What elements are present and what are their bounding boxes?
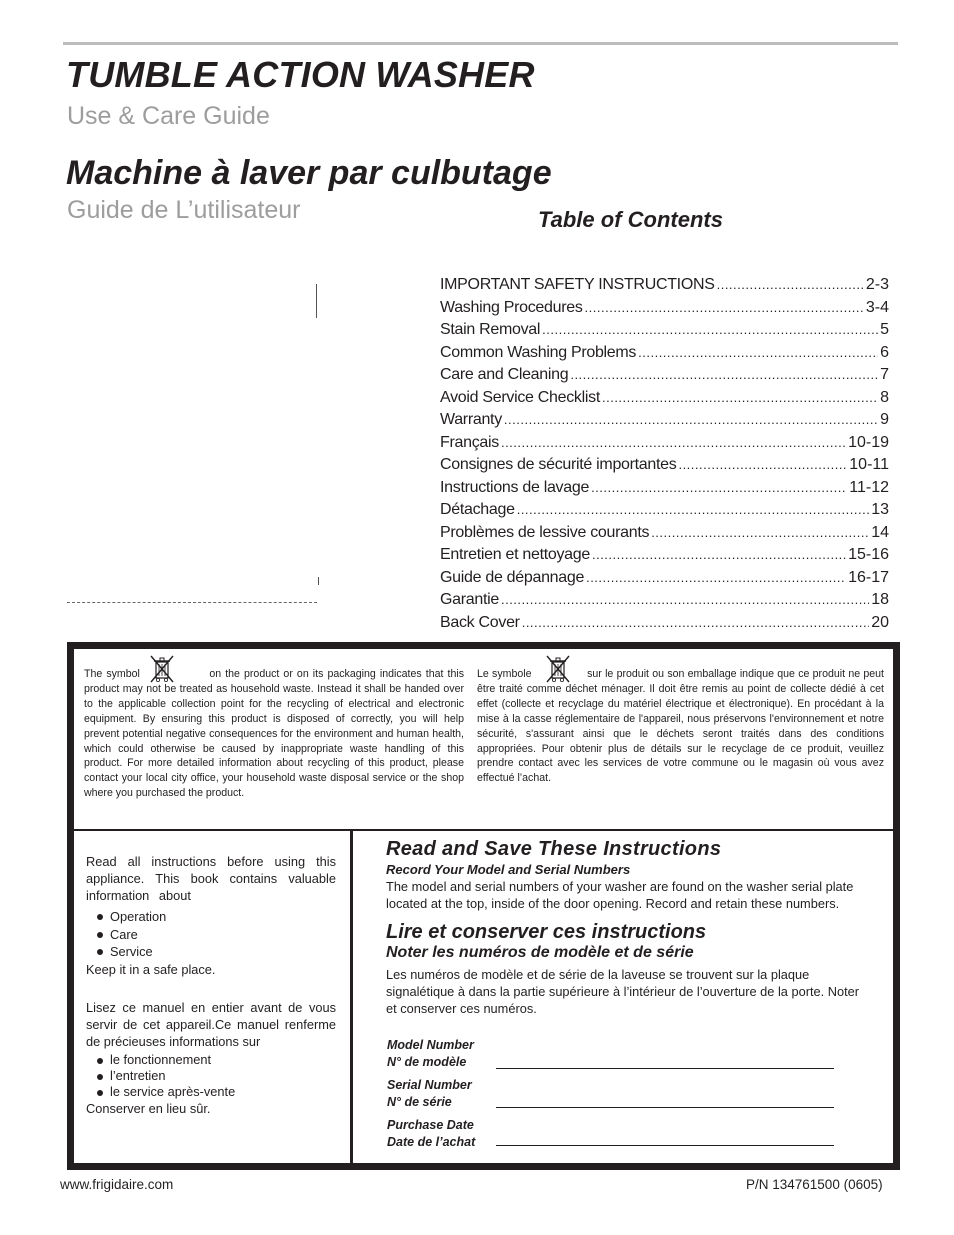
purchase-date-label	[387, 1117, 475, 1151]
toc-entry[interactable]	[440, 299, 889, 322]
toc-entry[interactable]	[440, 321, 889, 344]
field-label-english: Model Number	[387, 1038, 474, 1052]
record-numbers-heading: Record Your Model and Serial Numbers	[386, 862, 631, 877]
toc-entry-label: Détachage	[440, 501, 515, 518]
toc-entry-label: Problèmes de lessive courants	[440, 523, 650, 541]
toc-leader	[504, 412, 878, 427]
toc-leader	[651, 525, 869, 540]
toc-leader	[586, 570, 846, 585]
table-of-contents	[440, 276, 889, 636]
list-item: l’entretien	[96, 1068, 336, 1084]
field-label-english: Purchase Date	[387, 1118, 474, 1132]
english-outro: Keep it in a safe place.	[86, 961, 216, 977]
toc-entry-page: 18	[871, 591, 889, 608]
subtitle-french: Guide de L’utilisateur	[67, 196, 301, 224]
field-label-french: Date de l’achat	[387, 1135, 476, 1149]
toc-entry-page: 16-17	[848, 568, 889, 586]
toc-entry-page: 7	[880, 366, 889, 383]
toc-entry-page: 5	[880, 321, 889, 338]
toc-entry[interactable]	[440, 614, 889, 637]
toc-leader	[517, 502, 870, 517]
toc-entry[interactable]	[440, 434, 889, 457]
toc-entry-page: 8	[880, 388, 889, 406]
list-item: Operation	[96, 908, 336, 926]
weee-notice-french: Le symbole sur le produit ou son emballage indique que ce produit ne peut être traité comme déchet ménager. Il doit être remis au point de collecte dédié à cet effet (collecte et recyclage du matériel électrique et électronique). En procédant à la mise à la casse réglementaire de l'appareil, nous préservons l'environnement et notre sécurité, s'assurant ainsi que le déchets seront traités dans des conditions appropriées. Pour obtenir plus de détails sur le recyclage de ce produit, veuillez prendre contact avec les services de votre commune ou le magasin où vous avez effectué l’achat.	[477, 668, 887, 785]
serial-number-field[interactable]	[496, 1107, 834, 1108]
toc-entry[interactable]	[440, 569, 889, 592]
read-instructions-column	[86, 853, 336, 1117]
toc-entry-label: Common Washing Problems	[440, 343, 637, 361]
english-topics-list	[96, 908, 336, 961]
model-serial-column	[386, 838, 866, 1017]
toc-entry-label: Garantie	[440, 591, 499, 608]
list-item: Service	[96, 943, 336, 961]
toc-entry-label: Entretien et nettoyage	[440, 546, 590, 563]
toc-entry[interactable]	[440, 591, 889, 614]
toc-entry[interactable]	[440, 389, 889, 412]
subtitle-english: Use & Care Guide	[67, 102, 270, 130]
toc-entry[interactable]	[440, 366, 889, 389]
toc-entry-label: Guide de dépannage	[440, 568, 585, 586]
english-intro: Read all instructions before using this appliance. This book contains valuable information about	[86, 854, 336, 903]
toc-entry-label: Consignes de sécurité importantes	[440, 456, 677, 473]
toc-entry-page: 20	[871, 613, 889, 631]
toc-entry[interactable]	[440, 524, 889, 547]
toc-entry[interactable]	[440, 479, 889, 502]
image-fragment	[67, 598, 317, 603]
toc-entry-label: Care and Cleaning	[440, 366, 569, 383]
toc-entry-page: 9	[880, 411, 889, 428]
toc-leader	[638, 345, 878, 360]
top-rule	[63, 42, 898, 45]
title-french: Machine à laver par culbutage	[66, 154, 552, 192]
toc-leader	[570, 367, 878, 382]
toc-entry-label: Stain Removal	[440, 321, 541, 338]
title-english: TUMBLE ACTION WASHER	[66, 54, 535, 95]
toc-entry[interactable]	[440, 501, 889, 524]
toc-entry-page: 15-16	[848, 546, 889, 563]
toc-entry-label: Instructions de lavage	[440, 478, 590, 496]
crossed-out-bin-icon	[544, 654, 572, 684]
toc-heading: Table of Contents	[538, 207, 723, 232]
toc-entry[interactable]	[440, 411, 889, 434]
toc-leader	[501, 435, 846, 450]
noter-numeros-text: Les numéros de modèle et de série de la laveuse se trouvent sur la plaque signalétique à dans la partie supérieure à l’intérieur de l’ouverture de la porte. Noter et conserver ces numéros.	[386, 967, 860, 1016]
toc-entry[interactable]	[440, 456, 889, 479]
list-item: Care	[96, 926, 336, 944]
toc-entry-page: 3-4	[865, 298, 889, 316]
field-label-french: N° de série	[387, 1095, 452, 1109]
purchase-date-field[interactable]	[496, 1145, 834, 1146]
toc-entry-page: 2-3	[865, 276, 889, 293]
toc-entry-page: 13	[871, 501, 889, 518]
toc-leader	[542, 322, 878, 337]
record-numbers-text: The model and serial numbers of your washer are found on the washer serial plate located at the top, inside of the door opening. Record and retain these numbers.	[386, 879, 854, 911]
french-topics-list	[96, 1052, 336, 1100]
toc-entry[interactable]	[440, 276, 889, 299]
toc-entry-page: 6	[880, 343, 889, 361]
toc-entry-label: Avoid Service Checklist	[440, 388, 600, 406]
lire-conserver-heading: Lire et conserver ces instructions	[386, 921, 707, 943]
toc-entry-page: 14	[871, 523, 889, 541]
noter-numeros-heading: Noter les numéros de modèle et de série	[386, 944, 694, 961]
toc-leader	[592, 547, 846, 562]
field-label-english: Serial Number	[387, 1078, 472, 1092]
toc-entry[interactable]	[440, 546, 889, 569]
spacer	[86, 978, 336, 995]
crossed-out-bin-icon	[148, 654, 176, 684]
read-save-heading: Read and Save These Instructions	[386, 838, 722, 860]
toc-entry-page: 10-11	[849, 456, 889, 473]
toc-leader	[501, 592, 869, 607]
toc-entry-page: 10-19	[848, 433, 889, 451]
toc-entry-label: IMPORTANT SAFETY INSTRUCTIONS	[440, 276, 715, 293]
toc-entry-label: Back Cover	[440, 613, 520, 631]
french-intro: Lisez ce manuel en entier avant de vous servir de cet appareil.Ce manuel renferme de précieuses informations sur	[86, 999, 336, 1049]
toc-leader	[591, 480, 847, 495]
toc-leader	[717, 277, 864, 292]
model-number-label	[387, 1037, 474, 1071]
serial-number-label	[387, 1077, 472, 1111]
french-outro: Conserver en lieu sûr.	[86, 1100, 211, 1116]
toc-entry-page: 11-12	[849, 478, 889, 496]
field-label-french: N° de modèle	[387, 1055, 467, 1069]
column-divider	[350, 831, 353, 1165]
toc-entry-label: Washing Procedures	[440, 298, 583, 316]
list-item: le service après-vente	[96, 1084, 336, 1100]
toc-entry-label: Warranty	[440, 411, 502, 428]
toc-leader	[585, 300, 864, 315]
part-number: P/N 134761500 (0605)	[746, 1177, 883, 1192]
weee-notice-english: The symbol on the product or on its packaging indicates that this product may not be treated as household waste. Instead it shall be handed over to the applicable collection point for the recycling of electrical and electronic equipment. By ensuring this product is disposed of correctly, you will help prevent potential negative consequences for the environment and human health, which could otherwise be caused by inappropriate waste handling of this product. For more detailed information about recycling of this product, please contact your local city office, your household waste disposal service or the shop where you purchased the product.	[84, 668, 467, 800]
image-fragment	[316, 284, 317, 318]
toc-leader	[522, 615, 870, 630]
toc-leader	[602, 390, 878, 405]
toc-leader	[678, 457, 847, 472]
toc-entry-label: Français	[440, 433, 499, 451]
image-fragment	[318, 577, 319, 585]
website-link[interactable]: www.frigidaire.com	[60, 1177, 174, 1192]
toc-entry[interactable]	[440, 344, 889, 367]
list-item: le fonctionnement	[96, 1052, 336, 1068]
model-number-field[interactable]	[496, 1068, 834, 1069]
